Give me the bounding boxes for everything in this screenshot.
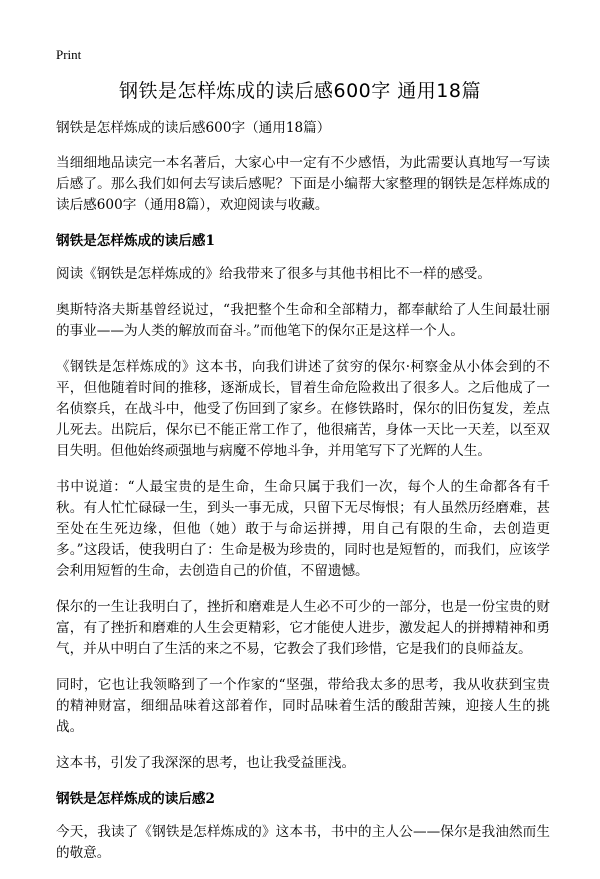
page-title: 钢铁是怎样炼成的读后感600字 通用18篇 [119, 80, 481, 102]
section1-paragraph: 保尔的一生让我明白了，挫折和磨难是人生必不可少的一部分，也是一份宝贵的财富，有了挫折和磨难的人生会更精彩，它才能使人进步，激发起人的拼搏精神和勇气，并从中明白了生活的来之不易，它教会了我们珍惜，它是我们的良师益友。 [56, 599, 550, 657]
section-heading-1: 钢铁是怎样炼成的读后感1 [56, 233, 215, 249]
print-label[interactable]: Print [56, 47, 82, 62]
section1-paragraph: 奥斯特洛夫斯基曾经说过，“我把整个生命和全部精力，都奉献给了人生间最壮丽的事业——为人类的解放而奋斗。”而他笔下的保尔正是这样一个人。 [56, 302, 550, 339]
article-body [56, 118, 550, 879]
intro-paragraph: 当细细地品读完一本名著后，大家心中一定有不少感悟，为此需要认真地写一写读后感了。那么我们如何去写读后感呢？下面是小编帮大家整理的钢铁是怎样炼成的读后感600字（通用8篇），欢迎阅读与收藏。 [56, 155, 550, 213]
section1-paragraph: 书中说道：“人最宝贵的是生命，生命只属于我们一次，每个人的生命都各有千秋。有人忙忙碌碌一生，到头一事无成，只留下无尽悔恨；有人虽然历经磨难，甚至处在生死边缘，但他（她）敢于与命运拼搏，用自己有限的生命，去创造更多。”这段话，使我明白了：生命是极为珍贵的，同时也是短暂的，而我们，应该学会利用短暂的生命，去创造自己的价值，不留遗憾。 [56, 479, 550, 579]
section1-paragraph: 这本书，引发了我深深的思考，也让我受益匪浅。 [56, 755, 356, 771]
section1-paragraph: 阅读《钢铁是怎样炼成的》给我带来了很多与其他书相比不一样的感受。 [56, 266, 491, 282]
section2-paragraph: 今天，我读了《钢铁是怎样炼成的》这本书，书中的主人公——保尔是我油然而生的敬意。 [56, 824, 550, 861]
section1-paragraph: 《钢铁是怎样炼成的》这本书，向我们讲述了贫穷的保尔·柯察金从小体会到的不平，但他随着时间的推移，逐渐成长，冒着生命危险救出了很多人。之后他成了一名侦察兵，在战斗中，他受了伤回到了家乡。在修铁路时，保尔的旧伤复发，差点儿死去。出院后，保尔已不能正常工作了，他很痛苦，身体一天比一天差，以至双目失明。但他始终顽强地与病魔不停地斗争，并用笔写下了光辉的人生。 [56, 359, 550, 459]
article-subtitle: 钢铁是怎样炼成的读后感600字（通用18篇） [56, 120, 331, 136]
section-heading-2: 钢铁是怎样炼成的读后感2 [56, 791, 215, 807]
section1-paragraph: 同时，它也让我领略到了一个作家的“坚强，带给我太多的思考，我从收获到宝贵的精神财富，细细品味着这部着作，同时品味着生活的酸甜苦辣，迎接人生的挑战。 [56, 677, 550, 735]
